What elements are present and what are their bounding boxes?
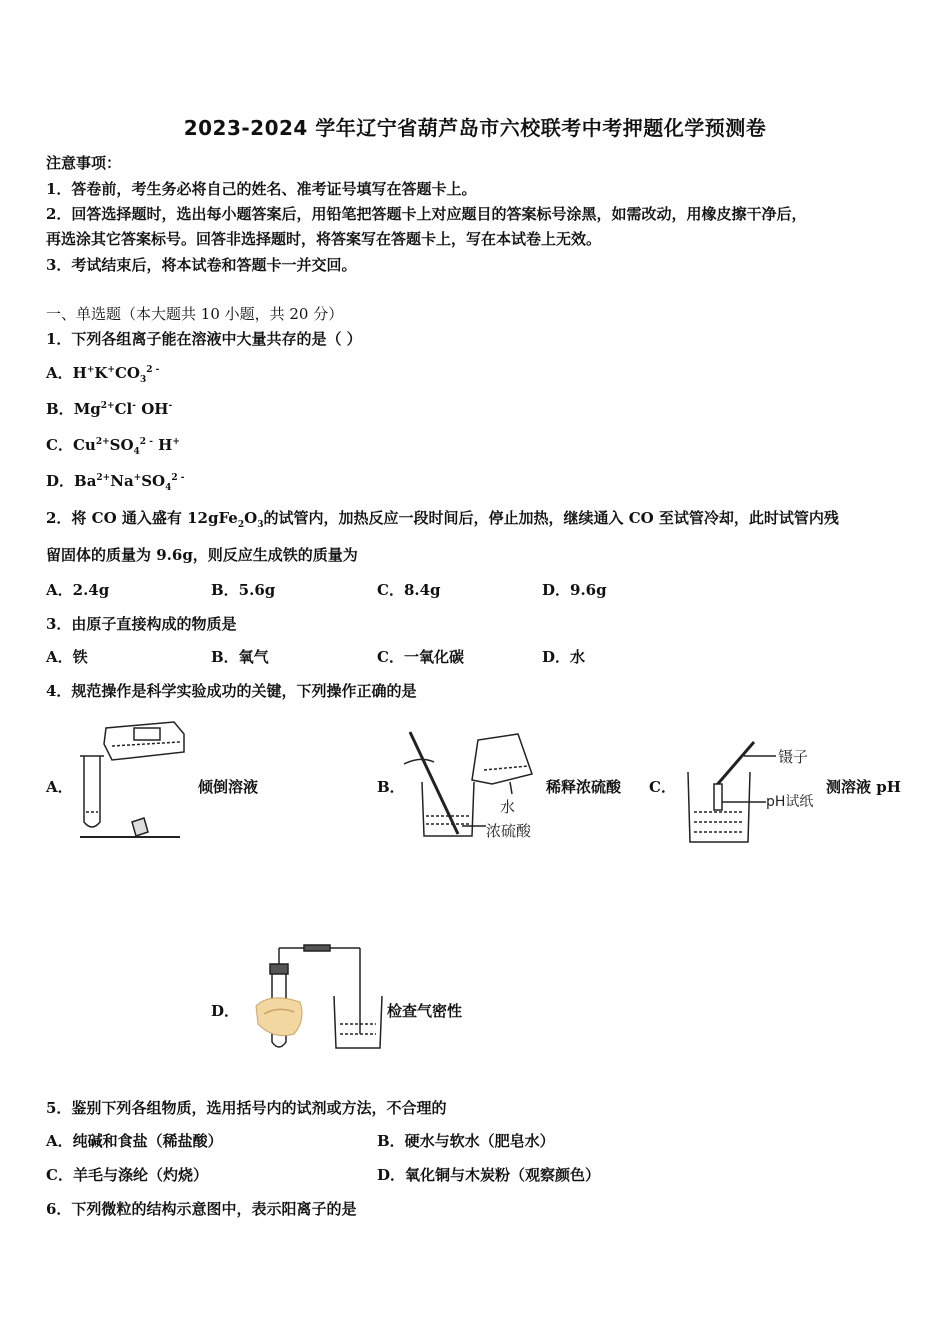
q3-option-c: C．一氧化碳 xyxy=(377,648,464,666)
q5-option-c: C．羊毛与涤纶（灼烧） xyxy=(46,1166,208,1184)
q1-option-d: D．$Ba^{2+}Na^+SO_4^{2 -}$ xyxy=(46,472,185,493)
dilute-acid-diagram xyxy=(400,730,550,842)
airtightness-check-diagram xyxy=(250,944,390,1054)
notice-item-2-cont: 再选涂其它答案标号。回答非选择题时，将答案写在答题卡上，写在本试卷上无效。 xyxy=(46,230,602,248)
section-heading: 一、单选题（本大题共 10 小题，共 20 分） xyxy=(46,305,344,323)
q1-option-b: B．$Mg^{2+}Cl^-$ OH- xyxy=(46,400,173,418)
label-water: 水 xyxy=(500,798,516,816)
notice-heading: 注意事项： xyxy=(46,154,122,172)
q6-stem: 6．下列微粒的结构示意图中，表示阳离子的是 xyxy=(46,1200,357,1218)
notice-item-3: 3．考试结束后，将本试卷和答题卡一并交回。 xyxy=(46,256,357,274)
ph-test-diagram xyxy=(684,738,824,846)
q2-option-a: A．2.4g xyxy=(46,581,110,599)
q4-option-d-label: D． xyxy=(211,1002,240,1020)
q4-option-b-label: B． xyxy=(377,778,405,796)
notice-item-2: 2．回答选择题时，选出每小题答案后，用铅笔把答题卡上对应题目的答案标号涂黑，如需改动，用橡皮擦干净后， xyxy=(46,205,807,223)
q1-option-c: C．$Cu^{2+}SO_4^{2 -}$ H+ xyxy=(46,436,180,457)
q3-option-b: B．氧气 xyxy=(211,648,269,666)
q1-option-a: A．$H^+K^+CO_3^{2 -}$ xyxy=(46,364,160,385)
q3-option-d: D．水 xyxy=(542,648,586,666)
q2-option-b: B．5.6g xyxy=(211,581,276,599)
q4-stem: 4．规范操作是科学实验成功的关键，下列操作正确的是 xyxy=(46,682,417,700)
q5-option-b: B．硬水与软水（肥皂水） xyxy=(377,1132,555,1150)
q4-option-c-text: 测溶液 pH xyxy=(826,778,901,796)
q4-option-c-label: C． xyxy=(649,778,676,796)
notice-item-1: 1．答卷前，考生务必将自己的姓名、准考证号填写在答题卡上。 xyxy=(46,180,477,198)
q5-option-a: A．纯碱和食盐（稀盐酸） xyxy=(46,1132,223,1150)
label-concentrated-acid: 浓硫酸 xyxy=(486,822,532,840)
q2-stem-line2: 留固体的质量为 9.6g，则反应生成铁的质量为 xyxy=(46,546,358,564)
q5-stem: 5．鉴别下列各组物质，选用括号内的试剂或方法，不合理的 xyxy=(46,1099,447,1117)
q2-stem: 2．将 CO 通入盛有 $12gFe_2O_3$的试管内，加热反应一段时间后，停止加热，继续通入 CO 至试管冷却，此时试管内残 xyxy=(46,509,839,530)
page-title: 2023-2024 学年辽宁省葫芦岛市六校联考中考押题化学预测卷 xyxy=(183,116,767,140)
label-tweezers: 镊子 xyxy=(778,748,809,766)
q3-stem: 3．由原子直接构成的物质是 xyxy=(46,615,237,633)
q4-option-b-text: 稀释浓硫酸 xyxy=(546,778,622,796)
q1-stem: 1．下列各组离子能在溶液中大量共存的是（ ） xyxy=(46,330,362,348)
q2-option-c: C．8.4g xyxy=(377,581,441,599)
q4-option-a-text: 倾倒溶液 xyxy=(198,778,259,796)
q2-option-d: D．9.6g xyxy=(542,581,607,599)
q4-option-a-label: A． xyxy=(46,778,73,796)
q4-option-d-text: 检查气密性 xyxy=(387,1002,463,1020)
q5-option-d: D．氧化铜与木炭粉（观察颜色） xyxy=(377,1166,601,1184)
q3-option-a: A．铁 xyxy=(46,648,88,666)
pouring-liquid-diagram xyxy=(76,718,186,842)
label-ph-paper: pH试纸 xyxy=(766,794,814,810)
